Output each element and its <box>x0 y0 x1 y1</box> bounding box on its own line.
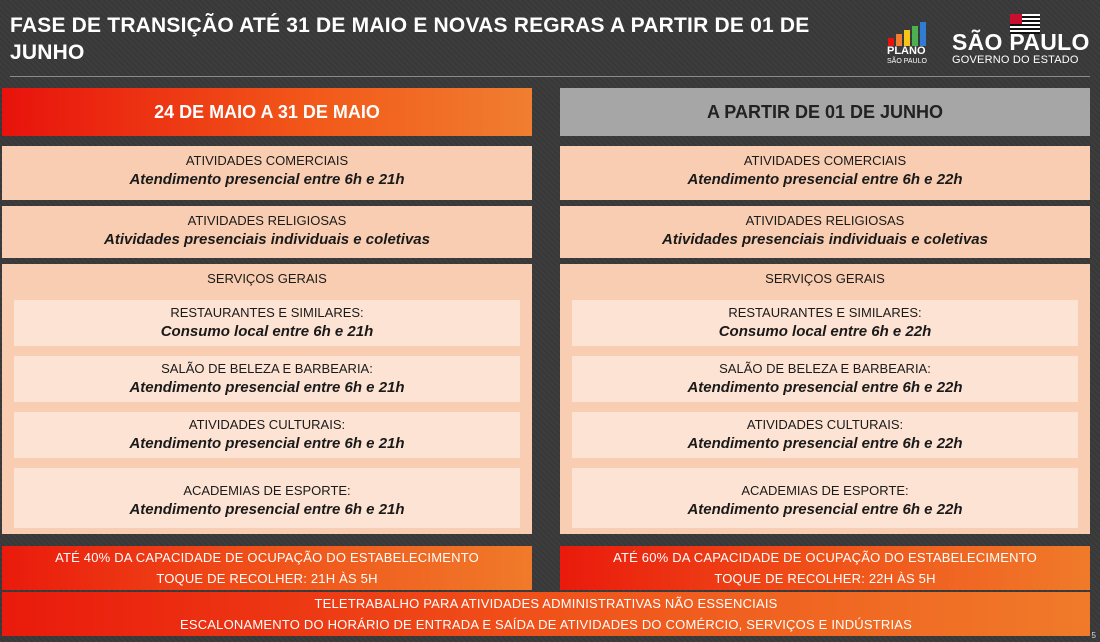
page-title: FASE DE TRANSIÇÃO ATÉ 31 DE MAIO E NOVAS REGRAS A PARTIR DE 01 DE JUNHO <box>10 14 810 64</box>
teletrabalho-text: TELETRABALHO PARA ATIVIDADES ADMINISTRATIVAS NÃO ESSENCIAIS <box>314 596 778 611</box>
column-until-31-may <box>2 88 532 586</box>
atividades-religiosas-label: ATIVIDADES RELIGIOSAS <box>745 213 905 228</box>
atividades-comerciais-value: Atendimento presencial entre 6h e 21h <box>129 171 405 188</box>
sp-logo-text: SÃO PAULO <box>952 29 1090 55</box>
atividades-comerciais-box <box>560 146 1090 200</box>
column-from-01-june <box>560 88 1090 586</box>
column-heading: A PARTIR DE 01 DE JUNHO <box>560 88 1090 136</box>
page-number: 5 <box>1091 631 1096 640</box>
plano-logo-text: PLANO <box>887 45 926 57</box>
culturais-value: Atendimento presencial entre 6h e 21h <box>129 435 405 452</box>
servicos-gerais-box <box>560 264 1090 534</box>
restaurantes-value: Consumo local entre 6h e 21h <box>160 323 374 340</box>
salao-label: SALÃO DE BELEZA E BARBEARIA: <box>161 361 373 376</box>
atividades-comerciais-box <box>2 146 532 200</box>
toque-de-recolher-text: TOQUE DE RECOLHER: 22H ÀS 5H <box>714 571 936 586</box>
toque-de-recolher-text: TOQUE DE RECOLHER: 21H ÀS 5H <box>156 571 378 586</box>
servicos-gerais-title: SERVIÇOS GERAIS <box>207 271 327 286</box>
academias-value: Atendimento presencial entre 6h e 22h <box>687 501 963 518</box>
restaurantes-box <box>572 300 1078 346</box>
atividades-religiosas-value: Atividades presenciais individuais e coletivas <box>662 231 988 248</box>
column-heading: 24 DE MAIO A 31 DE MAIO <box>2 88 532 136</box>
restaurantes-label: RESTAURANTES E SIMILARES: <box>728 305 922 320</box>
culturais-value: Atendimento presencial entre 6h e 22h <box>687 435 963 452</box>
salao-value: Atendimento presencial entre 6h e 21h <box>129 379 405 396</box>
governo-sp-logo <box>950 12 1090 68</box>
academias-box <box>14 468 520 528</box>
servicos-gerais-title: SERVIÇOS GERAIS <box>765 271 885 286</box>
footer-banner <box>2 592 1090 636</box>
salao-box <box>14 356 520 402</box>
restaurantes-box <box>14 300 520 346</box>
salao-label: SALÃO DE BELEZA E BARBEARIA: <box>719 361 931 376</box>
capacity-banner <box>2 546 532 590</box>
plano-sao-paulo-logo <box>885 22 937 68</box>
culturais-box <box>572 412 1078 458</box>
escalonamento-text: ESCALONAMENTO DO HORÁRIO DE ENTRADA E SAÍDA DE ATIVIDADES DO COMÉRCIO, SERVIÇOS E INDÚSTRIAS <box>179 617 913 632</box>
atividades-religiosas-box <box>2 206 532 258</box>
servicos-gerais-box <box>2 264 532 534</box>
atividades-comerciais-label: ATIVIDADES COMERCIAIS <box>743 153 907 168</box>
restaurantes-label: RESTAURANTES E SIMILARES: <box>170 305 364 320</box>
capacity-banner <box>560 546 1090 590</box>
atividades-religiosas-box <box>560 206 1090 258</box>
salao-value: Atendimento presencial entre 6h e 22h <box>687 379 963 396</box>
culturais-box <box>14 412 520 458</box>
atividades-comerciais-value: Atendimento presencial entre 6h e 22h <box>687 171 963 188</box>
culturais-label: ATIVIDADES CULTURAIS: <box>746 417 904 432</box>
capacidade-text: ATÉ 40% DA CAPACIDADE DE OCUPAÇÃO DO ESTABELECIMENTO <box>55 550 479 565</box>
atividades-religiosas-value: Atividades presenciais individuais e coletivas <box>104 231 430 248</box>
header-divider <box>10 76 1090 77</box>
atividades-comerciais-label: ATIVIDADES COMERCIAIS <box>185 153 349 168</box>
atividades-religiosas-label: ATIVIDADES RELIGIOSAS <box>187 213 347 228</box>
culturais-label: ATIVIDADES CULTURAIS: <box>188 417 346 432</box>
plano-bars-icon <box>888 22 934 46</box>
capacidade-text: ATÉ 60% DA CAPACIDADE DE OCUPAÇÃO DO ESTABELECIMENTO <box>613 550 1037 565</box>
academias-label: ACADEMIAS DE ESPORTE: <box>741 483 909 498</box>
sp-logo-sub: GOVERNO DO ESTADO <box>952 54 1079 66</box>
salao-box <box>572 356 1078 402</box>
academias-box <box>572 468 1078 528</box>
plano-logo-sub: SÃO PAULO <box>887 58 927 65</box>
restaurantes-value: Consumo local entre 6h e 22h <box>718 323 932 340</box>
academias-label: ACADEMIAS DE ESPORTE: <box>183 483 351 498</box>
academias-value: Atendimento presencial entre 6h e 21h <box>129 501 405 518</box>
